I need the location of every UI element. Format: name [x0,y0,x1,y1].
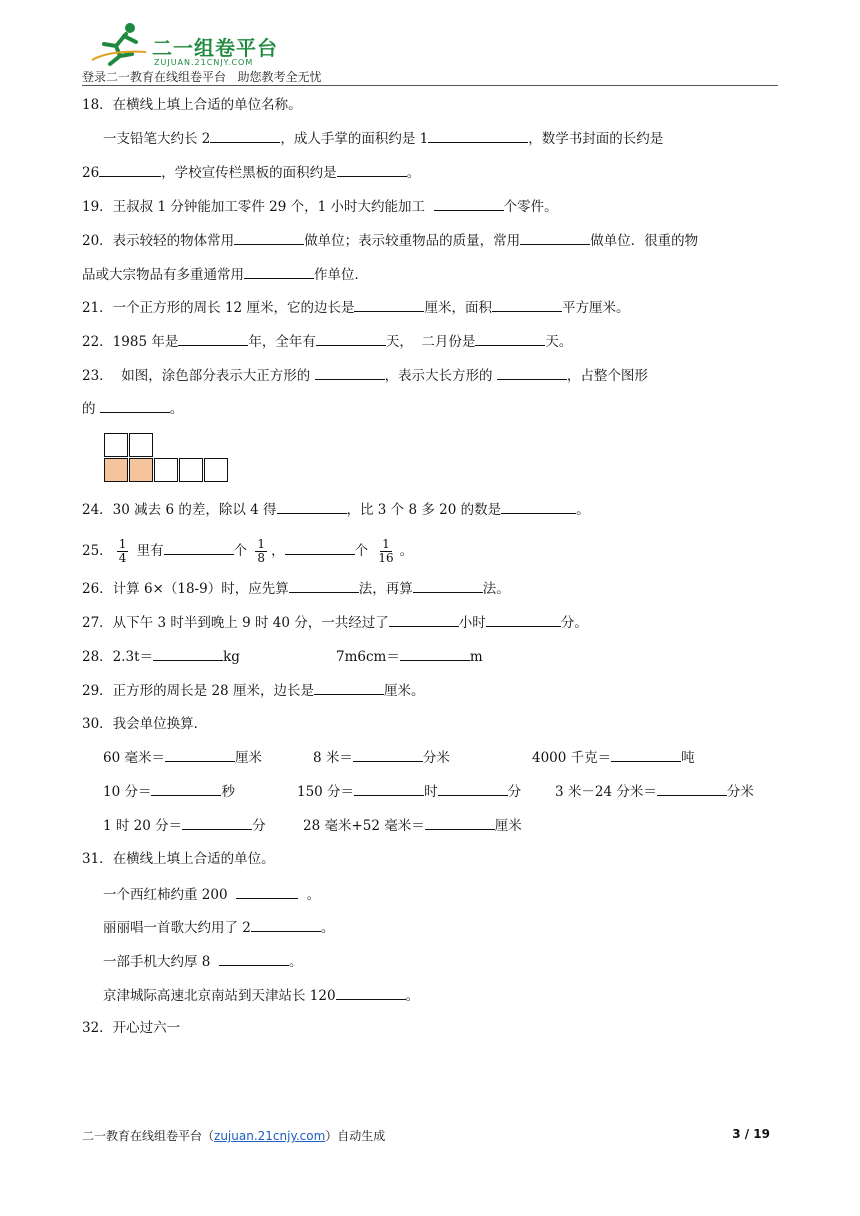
question-30-row3b [303,815,522,836]
question-28-part2 [336,646,483,667]
denominator: 4 [118,551,127,565]
text: ，比 3 个 8 多 20 的数是 [346,502,502,518]
question-30-title: 30．我会单位换算． [82,716,208,732]
answer-blank[interactable] [244,264,314,279]
question-31-title: 31．在横线上填上合适的单位。 [82,851,275,867]
question-23-line1 [82,365,648,386]
text: 23． 如图，涂色部分表示大正方形的 [82,368,315,384]
text: 吨 [681,750,695,766]
answer-blank[interactable] [336,985,406,1000]
text: 。 [399,543,414,559]
question-26 [82,578,510,599]
question-30-row1a [103,747,262,768]
text: ，成人手掌的面积约是 1 [280,131,429,147]
answer-blank[interactable] [486,612,561,627]
text: 。 [320,920,335,936]
text: ，占整个图形 [566,368,648,384]
text: 的 [82,401,100,417]
question-18-title: 18．在横线上填上合适的单位名称。 [82,97,302,113]
question-30-row3a [103,815,266,836]
denominator: 8 [257,551,266,565]
text: kg [223,649,240,665]
text: 。 [406,165,421,181]
text: 厘米 [234,750,262,766]
grid-cell [104,433,128,457]
text: 150 分＝ [297,784,355,800]
question-18-line2 [82,162,420,183]
text: ， [271,543,285,559]
answer-blank[interactable] [182,815,252,830]
text: m [469,649,483,665]
text: 分米 [726,784,754,800]
text: 。 [169,401,184,417]
fraction-1-8 [255,538,267,565]
question-27 [82,612,588,633]
answer-blank[interactable] [337,162,407,177]
question-22 [82,331,572,352]
answer-blank[interactable] [611,747,681,762]
answer-blank[interactable] [165,747,235,762]
fraction-1-4 [117,538,129,565]
answer-blank[interactable] [285,540,355,555]
answer-blank[interactable] [354,781,424,796]
text: 分。 [560,615,588,631]
question-30-row1b [313,747,450,768]
question-18-line1 [103,128,663,149]
answer-blank[interactable] [316,331,386,346]
answer-blank[interactable] [428,128,528,143]
answer-blank[interactable] [475,331,545,346]
text: ，表示大长方形的 [384,368,497,384]
answer-blank[interactable] [99,162,161,177]
question-31-line2 [103,917,334,938]
answer-blank[interactable] [236,884,298,899]
text: 厘米，面积 [424,300,492,316]
answer-blank[interactable] [153,646,223,661]
answer-blank[interactable] [438,781,508,796]
text: 做单位．很重的物 [590,233,699,249]
platform-logo [90,20,290,70]
question-28 [82,646,240,667]
answer-blank[interactable] [234,230,304,245]
answer-blank[interactable] [289,578,359,593]
text: 。 [288,954,303,970]
square-figure [104,433,234,485]
answer-blank[interactable] [425,815,495,830]
text: 。 [405,988,420,1004]
grid-cell [204,458,228,482]
text: 19．王叔叔 1 分钟能加工零件 29 个，1 小时大约能加工 [82,199,434,215]
numerator: 1 [257,537,266,551]
text: 28．2.3t＝ [82,649,154,665]
text: 3 米－24 分米＝ [555,784,657,800]
text: 品或大宗物品有多重通常用 [82,267,244,283]
text: 24．30 减去 6 的差，除以 4 得 [82,502,277,518]
answer-blank[interactable] [178,331,248,346]
text: 厘米。 [383,683,425,699]
text: 天。 [545,334,573,350]
question-30-row1c [532,747,695,768]
question-31-line4 [103,985,419,1006]
footer-link[interactable]: zujuan.21cnjy.com [214,1129,326,1143]
logo-text: 二一组卷平台 [152,36,278,60]
text: 分米 [422,750,450,766]
answer-blank[interactable] [492,297,562,312]
question-29 [82,680,424,701]
text: 。 [576,502,590,518]
text: 丽丽唱一首歌大约用了 2 [103,920,251,936]
answer-blank[interactable] [501,499,576,514]
text: 7m6cm＝ [336,649,400,665]
answer-blank[interactable] [100,398,170,413]
answer-blank[interactable] [251,917,321,932]
answer-blank[interactable] [353,747,423,762]
footer-source [82,1127,385,1144]
text: 小时 [458,615,486,631]
text: 60 毫米＝ [103,750,165,766]
text: 京津城际高速北京南站到天津站长 120 [103,988,336,1004]
text: 个 [354,543,373,559]
runner-icon [90,20,150,68]
text: 22．1985 年是 [82,334,179,350]
question-30-row2c [555,781,754,802]
footer-text: ）自动生成 [325,1129,386,1143]
text: 一部手机大约厚 8 [103,954,219,970]
answer-blank[interactable] [413,578,483,593]
question-31-line1 [103,884,320,905]
fraction-1-16 [376,538,395,565]
text: 做单位；表示较重物品的质量，常用 [304,233,521,249]
text: 一支铅笔大约长 2 [103,131,211,147]
grid-cell [129,433,153,457]
question-31-line3 [103,951,302,972]
answer-blank[interactable] [164,540,234,555]
answer-blank[interactable] [315,365,385,380]
text: ，数学书封面的长约是 [528,131,664,147]
text: 分 [507,784,522,800]
text: 法，再算 [358,581,413,597]
text: 里有 [132,543,164,559]
text: 秒 [221,784,235,800]
text: 26 [82,165,100,181]
answer-blank[interactable] [210,128,280,143]
numerator: 1 [118,537,127,551]
grid-cell-shaded [129,458,153,482]
answer-blank[interactable] [520,230,590,245]
answer-blank[interactable] [151,781,221,796]
answer-blank[interactable] [400,646,470,661]
grid-cell [154,458,178,482]
text: 作单位． [314,267,368,283]
question-30-row2a [103,781,235,802]
grid-cell-shaded [104,458,128,482]
footer-text: 二一教育在线组卷平台（ [82,1129,215,1143]
question-20-line2 [82,264,368,285]
text: 21．一个正方形的周长 12 厘米，它的边长是 [82,300,355,316]
text: 个 [233,543,252,559]
question-21 [82,297,629,318]
text: 4000 千克＝ [532,750,612,766]
denominator: 16 [378,551,394,565]
text: ，学校宣传栏黑板的面积约是 [161,165,337,181]
text: 27．从下午 3 时半到晚上 9 时 40 分，一共经过了 [82,615,389,631]
text: 时 [424,784,438,800]
answer-blank[interactable] [219,951,289,966]
text: 个零件。 [503,199,558,215]
text: 10 分＝ [103,784,152,800]
page-header [82,14,778,86]
numerator: 1 [382,537,390,551]
header-divider [82,85,778,86]
grid-cell [179,458,203,482]
text: 25． [82,543,113,559]
text: 分 [252,818,266,834]
page-number: 3 / 19 [732,1127,770,1141]
question-20-line1 [82,230,698,251]
text: 法。 [482,581,510,597]
text: 年，全年有 [248,334,316,350]
text: 一个西红柿约重 200 [103,887,237,903]
text: 26．计算 6×（18-9）时，应先算 [82,581,289,597]
text: 28 毫米+52 毫米＝ [303,818,425,834]
text: 平方厘米。 [561,300,630,316]
text: 29．正方形的周长是 28 厘米，边长是 [82,683,314,699]
header-slogan: 登录二一教育在线组卷平台 助您教考全无忧 [82,70,322,84]
question-24 [82,499,590,520]
answer-blank[interactable] [277,499,347,514]
answer-blank[interactable] [354,297,424,312]
text: 20．表示较轻的物体常用 [82,233,235,249]
text: 1 时 20 分＝ [103,818,183,834]
answer-blank[interactable] [314,680,384,695]
question-30-row2b [297,781,521,802]
logo-subtext: ZUJUAN.21CNJY.COM [154,58,254,67]
question-32-title: 32．开心过六一 [82,1020,181,1036]
text: 天， 二月份是 [385,334,476,350]
question-25 [82,536,413,566]
text: 8 米＝ [313,750,353,766]
answer-blank[interactable] [389,612,459,627]
text: 。 [298,887,321,903]
answer-blank[interactable] [434,196,504,211]
answer-blank[interactable] [497,365,567,380]
text: 厘米 [494,818,522,834]
question-19 [82,196,558,217]
answer-blank[interactable] [657,781,727,796]
question-23-line2 [82,398,183,419]
